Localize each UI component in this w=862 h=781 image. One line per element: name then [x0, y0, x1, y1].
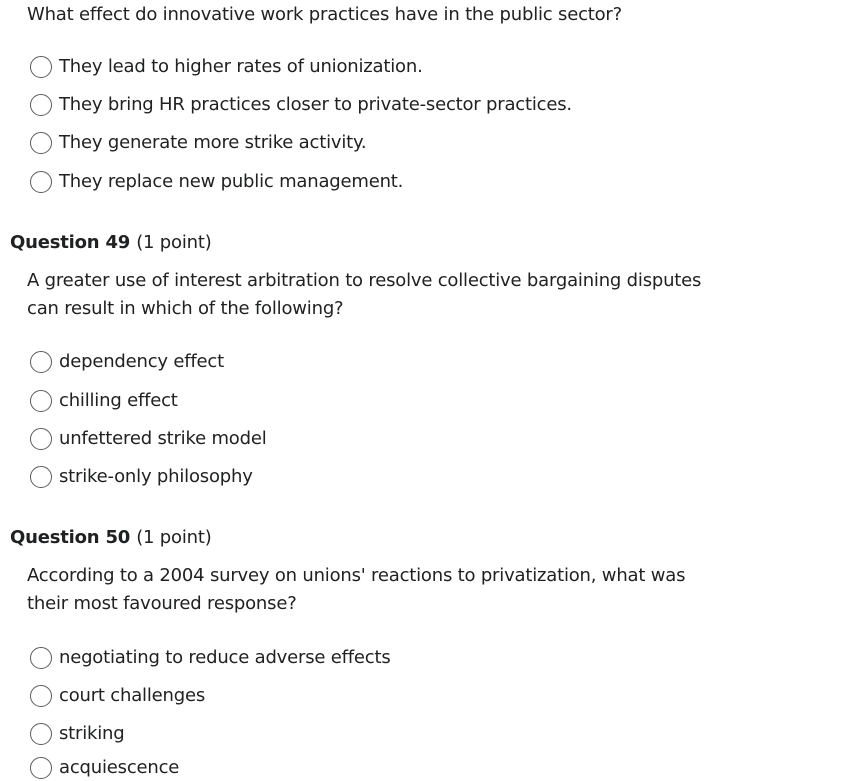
option-label: strike-only philosophy: [59, 466, 253, 487]
radio-button[interactable]: [30, 685, 52, 707]
question-49-heading: [10, 231, 212, 255]
q49-option-2[interactable]: [30, 388, 178, 414]
q48-option-3[interactable]: [30, 130, 366, 156]
option-label: acquiescence: [59, 757, 180, 778]
question-48-prompt: What effect do innovative work practices have in the public sector?: [27, 4, 622, 25]
question-points: (1 point): [136, 527, 212, 548]
radio-button[interactable]: [30, 757, 52, 779]
option-label: They bring HR practices closer to private-sector practices.: [59, 94, 572, 115]
q49-option-4[interactable]: [30, 464, 253, 490]
radio-button[interactable]: [30, 428, 52, 450]
q49-option-1[interactable]: [30, 349, 224, 375]
option-label: chilling effect: [59, 390, 178, 411]
question-number: Question 50: [10, 527, 131, 548]
q50-option-3[interactable]: [30, 721, 125, 747]
radio-button[interactable]: [30, 132, 52, 154]
radio-button[interactable]: [30, 351, 52, 373]
q50-option-1[interactable]: [30, 645, 391, 671]
radio-button[interactable]: [30, 390, 52, 412]
question-49-prompt: A greater use of interest arbitration to resolve collective bargaining disputes can result in which of the following?: [27, 270, 702, 319]
q48-option-1[interactable]: [30, 54, 423, 80]
q48-option-4[interactable]: [30, 169, 403, 195]
radio-button[interactable]: [30, 94, 52, 116]
radio-button[interactable]: [30, 723, 52, 745]
q49-option-3[interactable]: [30, 426, 267, 452]
radio-button[interactable]: [30, 647, 52, 669]
question-number: Question 49: [10, 232, 131, 253]
option-label: unfettered strike model: [59, 428, 267, 449]
q48-option-2[interactable]: [30, 92, 572, 118]
radio-button[interactable]: [30, 56, 52, 78]
q50-option-4[interactable]: [30, 755, 179, 781]
question-50-heading: [10, 526, 212, 550]
option-label: They generate more strike activity.: [59, 132, 367, 153]
option-label: striking: [59, 723, 125, 744]
question-points: (1 point): [136, 232, 212, 253]
option-label: They replace new public management.: [59, 171, 404, 192]
question-50-prompt: According to a 2004 survey on unions' reactions to privatization, what was their most favoured response?: [27, 565, 686, 614]
q50-option-2[interactable]: [30, 683, 205, 709]
radio-button[interactable]: [30, 171, 52, 193]
option-label: dependency effect: [59, 351, 224, 372]
radio-button[interactable]: [30, 466, 52, 488]
option-label: court challenges: [59, 685, 205, 706]
option-label: They lead to higher rates of unionization.: [59, 56, 423, 77]
option-label: negotiating to reduce adverse effects: [59, 647, 391, 668]
